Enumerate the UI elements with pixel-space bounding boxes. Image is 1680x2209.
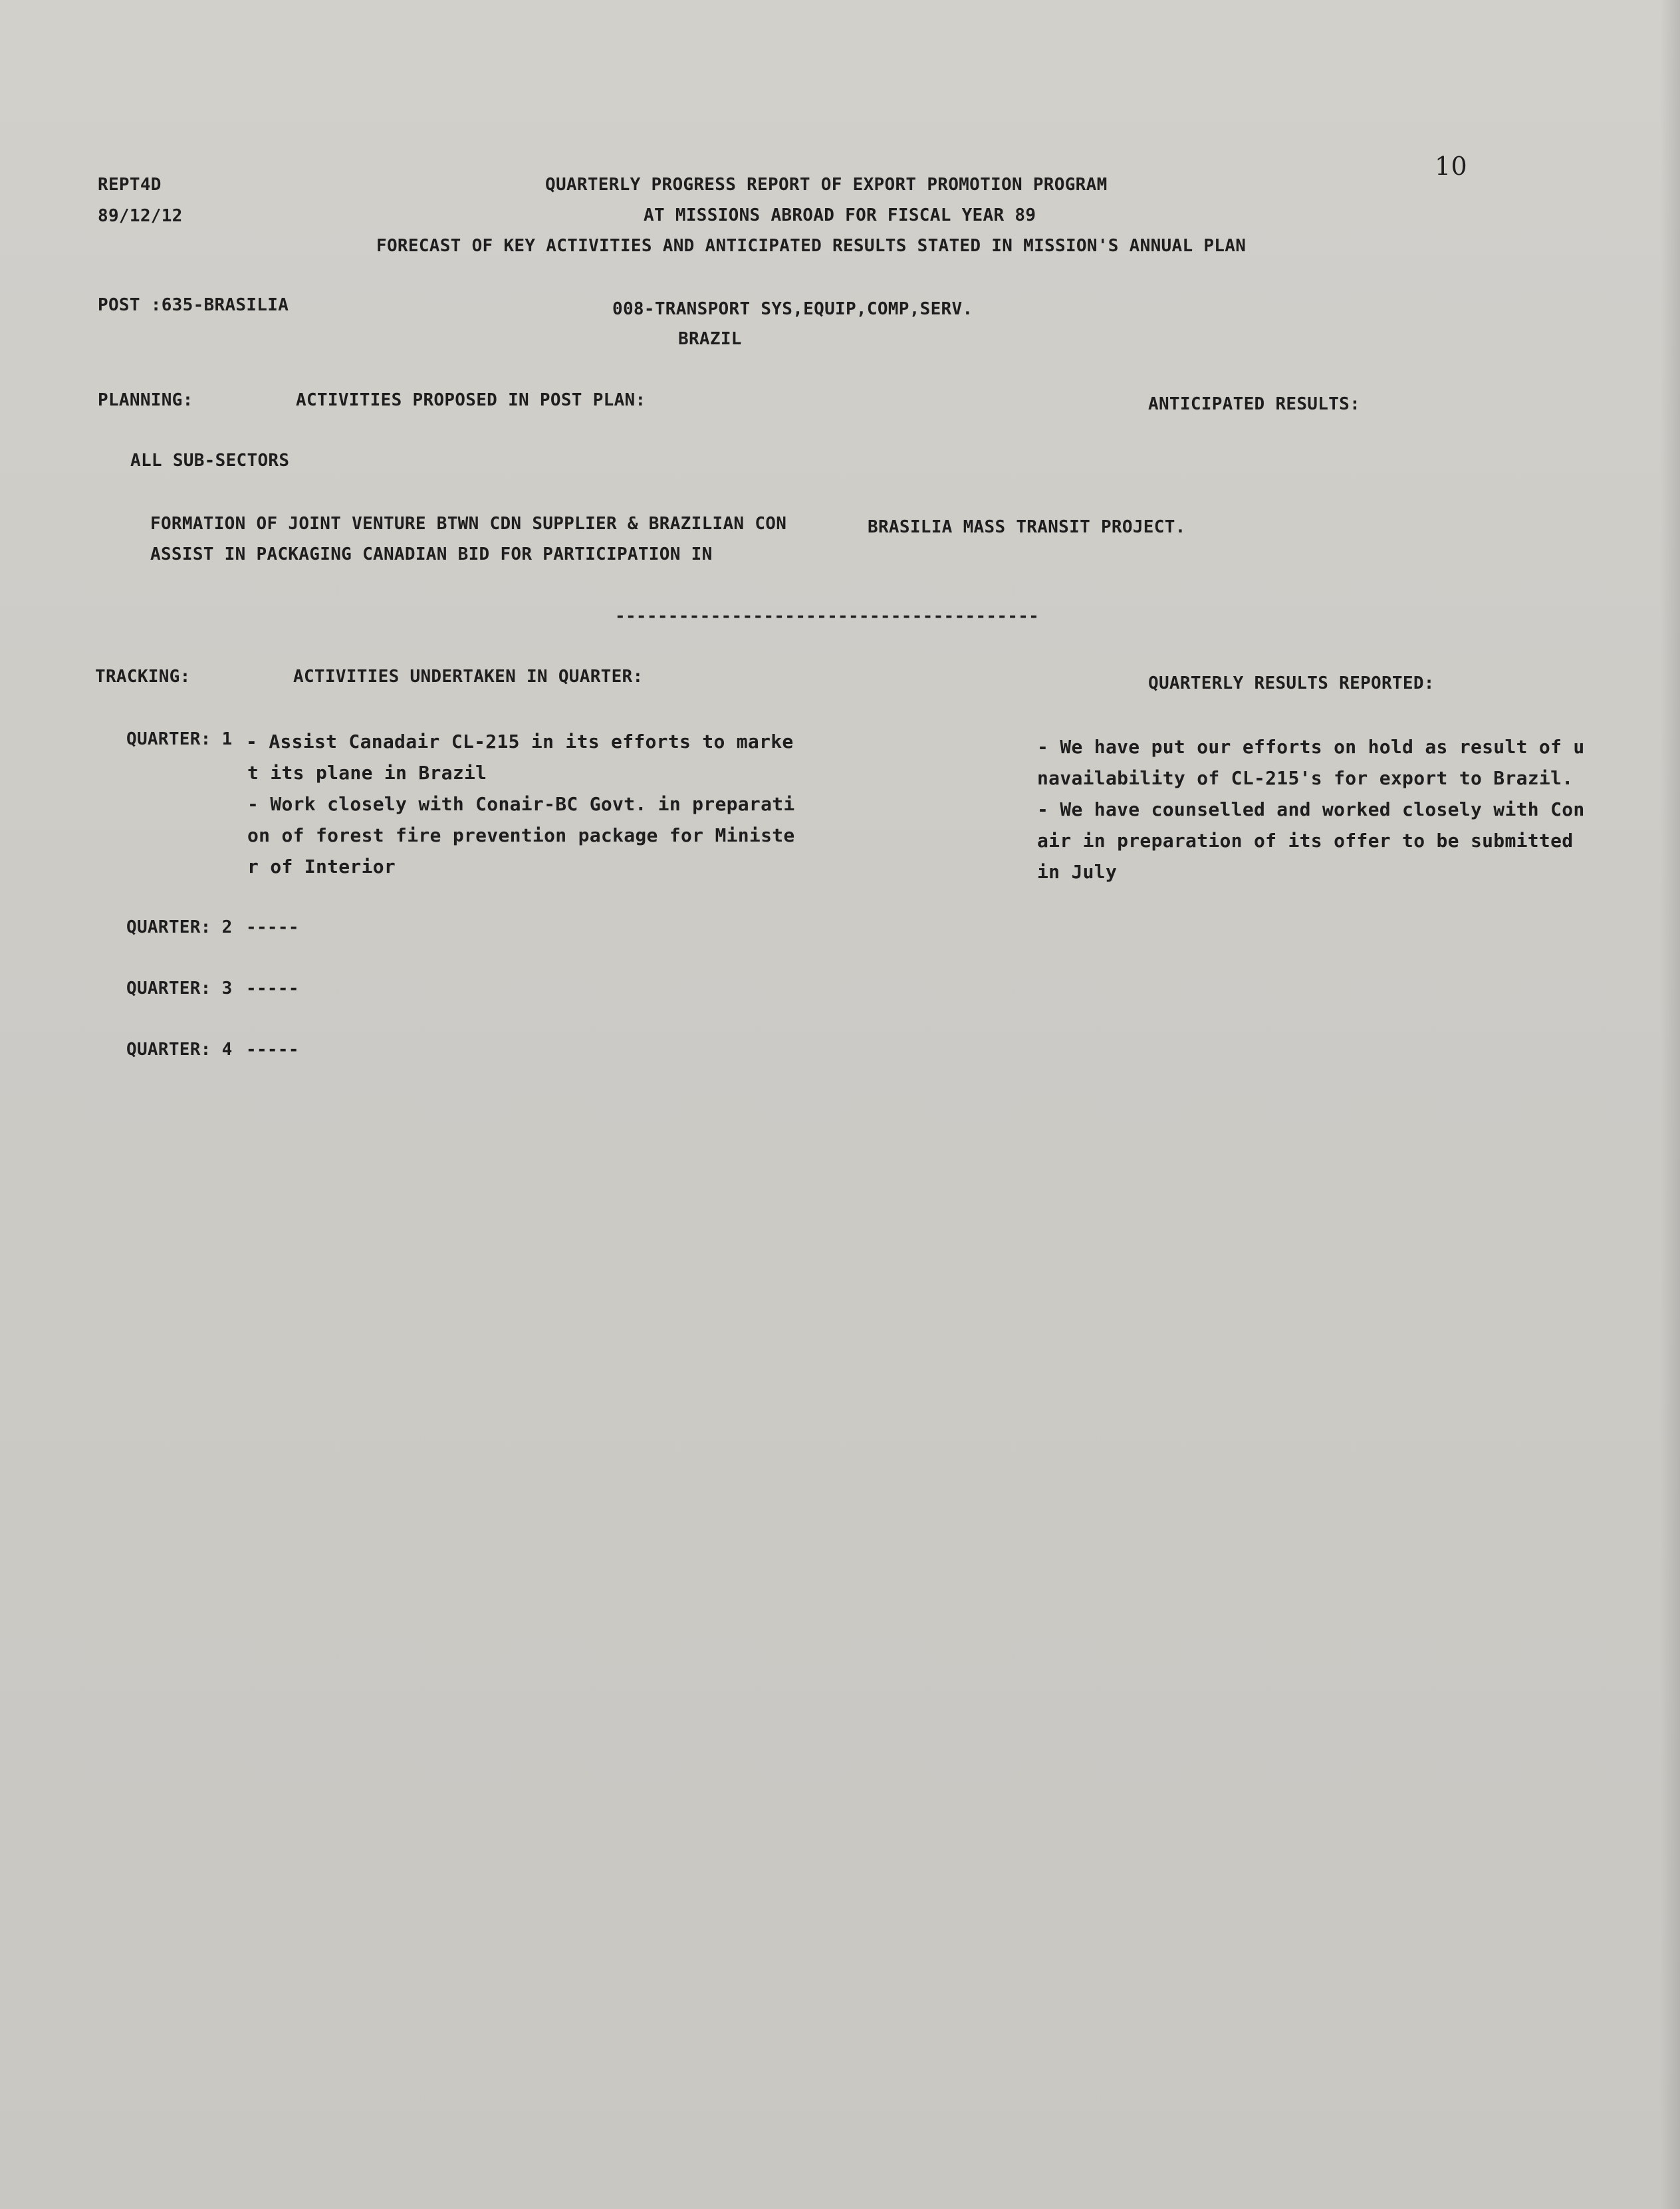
report-title-line3: FORECAST OF KEY ACTIVITIES AND ANTICIPATED RESULTS STATED IN MISSION'S ANNUAL PLAN <box>376 236 1247 256</box>
tracking-label: TRACKING: <box>95 667 191 687</box>
quarter-1-result-line: - We have put our efforts on hold as result of u <box>1037 736 1585 758</box>
quarter-1-label: QUARTER: 1 <box>126 729 233 749</box>
planning-activity-line1: FORMATION OF JOINT VENTURE BTWN CDN SUPPLIER & BRAZILIAN CON <box>150 514 787 534</box>
quarter-2-activity: ----- <box>246 917 299 937</box>
sector-label: 008-TRANSPORT SYS,EQUIP,COMP,SERV. <box>612 299 973 319</box>
planning-result-line1: BRASILIA MASS TRANSIT PROJECT. <box>868 517 1186 537</box>
quarter-1-activity-line: - Work closely with Conair-BC Govt. in preparati <box>247 793 795 815</box>
report-title-line2: AT MISSIONS ABROAD FOR FISCAL YEAR 89 <box>644 205 1036 225</box>
quarter-1-result-line: navailability of CL-215's for export to Brazil. <box>1037 767 1574 789</box>
planning-label: PLANNING: <box>98 390 193 410</box>
report-id: REPT4D <box>98 175 162 195</box>
subsector-label: ALL SUB-SECTORS <box>130 451 290 471</box>
quarter-3-activity: ----- <box>246 979 299 998</box>
planning-activity-line2: ASSIST IN PACKAGING CANADIAN BID FOR PARTICIPATION IN <box>150 544 713 564</box>
quarter-3-label: QUARTER: 3 <box>126 979 233 998</box>
quarter-1-result-line: air in preparation of its offer to be submitted <box>1037 830 1574 852</box>
quarter-1-activity-line: r of Interior <box>247 856 396 877</box>
tracking-results-header: QUARTERLY RESULTS REPORTED: <box>1148 673 1435 693</box>
planning-results-header: ANTICIPATED RESULTS: <box>1148 394 1361 414</box>
quarter-1-activity-line: t its plane in Brazil <box>247 762 487 784</box>
tracking-activities-header: ACTIVITIES UNDERTAKEN IN QUARTER: <box>293 667 644 687</box>
quarter-2-label: QUARTER: 2 <box>126 917 233 937</box>
planning-activities-header: ACTIVITIES PROPOSED IN POST PLAN: <box>296 390 646 410</box>
post-label: POST :635-BRASILIA <box>98 295 289 315</box>
quarter-4-label: QUARTER: 4 <box>126 1040 233 1060</box>
page-edge-shadow <box>1660 0 1680 2209</box>
quarter-1-result-line: in July <box>1037 861 1118 883</box>
country-label: BRAZIL <box>678 329 742 349</box>
quarter-4-activity: ----- <box>246 1040 299 1060</box>
quarter-1-activity-line: - Assist Canadair CL-215 in its efforts to marke <box>246 731 794 753</box>
section-divider: ---------------------------------------- <box>615 606 1040 626</box>
report-date: 89/12/12 <box>98 206 183 226</box>
quarter-1-result-line: - We have counselled and worked closely with Con <box>1037 798 1585 820</box>
quarter-1-activity-line: on of forest fire prevention package for Ministe <box>247 824 795 846</box>
page-number: 10 <box>1435 152 1467 181</box>
report-title-line1: QUARTERLY PROGRESS REPORT OF EXPORT PROMOTION PROGRAM <box>545 175 1108 195</box>
